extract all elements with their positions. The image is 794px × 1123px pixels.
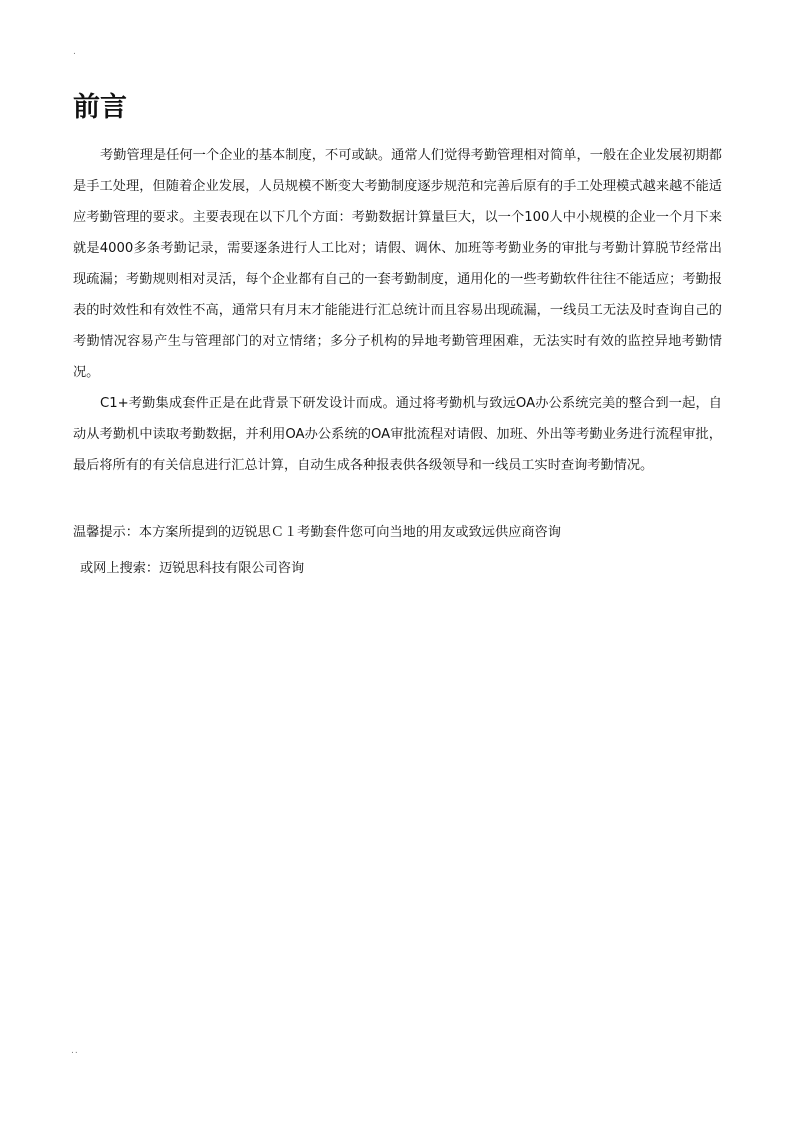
tip-line-1: 温馨提示：本方案所提到的迈锐思Ｃ１考勤套件您可向当地的用友或致远供应商咨询 — [73, 525, 561, 540]
bottom-margin-mark: .. — [71, 1046, 79, 1056]
intro-paragraph-2: C1+考勤集成套件正是在此背景下研发设计而成。通过将考勤机与致远OA办公系统完美的整合到一起，自动从考勤机中读取考勤数据，并利用OA办公系统的OA审批流程对请假、加班、外出等考勤业务进行流程审批，最后将所有的有关信息进行汇总计算，自动生成各种报表供各级领导和一线员工实时查询考勤情况。 — [73, 396, 722, 473]
top-margin-mark: . — [73, 47, 76, 57]
page-title: 前言 — [73, 92, 127, 123]
tip-line-2: 或网上搜索：迈锐思科技有限公司咨询 — [80, 561, 305, 576]
intro-paragraph-1: 考勤管理是任何一个企业的基本制度，不可或缺。通常人们觉得考勤管理相对简单，一般在企业发展初期都是手工处理，但随着企业发展，人员规模不断变大考勤制度逐步规范和完善后原有的手工处理模式越来越不能适应考勤管理的要求。主要表现在以下几个方面：考勤数据计算量巨大，以一个100人中小规模的企业一个月下来就是4000多条考勤记录，需要逐条进行人工比对；请假、调休、加班等考勤业务的审批与考勤计算脱节经常出现疏漏；考勤规则相对灵活，每个企业都有自己的一套考勤制度，通用化的一些考勤软件往往不能适应；考勤报表的时效性和有效性不高，通常只有月末才能能进行汇总统计而且容易出现疏漏，一线员工无法及时查询自己的考勤情况容易产生与管理部门的对立情绪；多分子机构的异地考勤管理困难，无法实时有效的监控异地考勤情况。 — [73, 148, 722, 380]
